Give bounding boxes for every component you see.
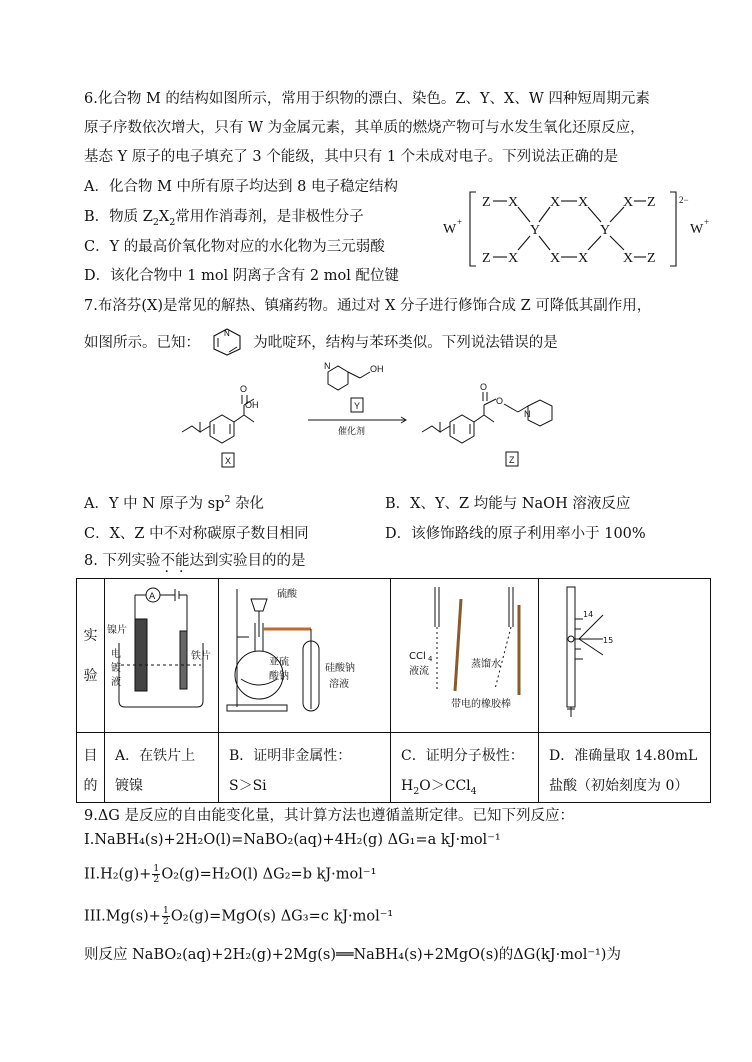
- purpose-d: D．准确量取 14.80mL 盐酸（初始刻度为 0）: [539, 733, 711, 803]
- experiment-a-image: [105, 579, 219, 733]
- svg-text:Z: Z: [482, 195, 491, 210]
- experiment-b-image: [219, 579, 391, 733]
- svg-text:液流: 液流: [409, 666, 429, 677]
- svg-text:Z: Z: [647, 195, 656, 210]
- q6-stem-line2: 原子序数依次增大，只有 W 为金属元素，其单质的燃烧产物可与水发生氧化还原反应，: [84, 120, 645, 136]
- svg-text:X: X: [550, 251, 561, 266]
- svg-text:X: X: [623, 195, 634, 210]
- q8-experiment-table: [76, 578, 711, 803]
- svg-text:4: 4: [428, 655, 433, 663]
- svg-text:X: X: [578, 195, 589, 210]
- purpose-a: A．在铁片上 镀镍: [105, 733, 219, 803]
- q6-option-d: D．该化合物中 1 mol 阴离子含有 2 mol 配位键: [84, 268, 399, 284]
- q7-option-c: C．X、Z 中不对称碳原子数目相同: [84, 526, 309, 542]
- q6-stem-line3: 基态 Y 原子的电子填充了 3 个能级，其中只有 1 个未成对电子。下列说法正确的是: [84, 149, 619, 165]
- q9-final-reaction: 则反应 NaBO₂(aq)+2H₂(g)+2Mg(s)══NaBH₄(s)+2MgO(s)的ΔG(kJ·mol⁻¹)为: [84, 947, 621, 963]
- svg-text:硅酸钠: 硅酸钠: [325, 663, 355, 674]
- svg-text:溶液: 溶液: [329, 679, 349, 690]
- svg-text:电: 电: [111, 649, 121, 660]
- svg-text:镍片: 镍片: [107, 625, 127, 636]
- q9-reaction-3: III.Mg(s)+ $\frac{1}{2}$ O₂(g)=MgO(s) ΔG₃=c kJ·mol⁻¹: [84, 905, 394, 927]
- svg-text:N: N: [324, 361, 331, 371]
- q7-option-b: B．X、Y、Z 均能与 NaOH 溶液反应: [385, 496, 631, 512]
- svg-text:15: 15: [603, 636, 614, 645]
- svg-text:Z: Z: [647, 251, 656, 266]
- svg-text:亚硫: 亚硫: [269, 657, 289, 668]
- svg-text:铁片: 铁片: [191, 651, 211, 662]
- q9-stem: 9.ΔG 是反应的自由能变化量，其计算方法也遵循盖斯定律。已知下列反应：: [84, 808, 574, 824]
- svg-text:N: N: [524, 409, 531, 419]
- svg-text:+: +: [704, 217, 710, 227]
- svg-text:OH: OH: [245, 400, 259, 410]
- purpose-c: C．证明分子极性： $H_2O>CCl_4$: [391, 733, 539, 803]
- svg-text:Z: Z: [509, 455, 515, 465]
- q6-option-a: A．化合物 M 中所有原子均达到 8 电子稳定结构: [84, 179, 398, 195]
- svg-text:OH: OH: [370, 364, 384, 374]
- svg-text:硫酸: 硫酸: [277, 589, 297, 600]
- anion-charge: 2−: [679, 195, 689, 205]
- svg-text:CCl: CCl: [409, 651, 426, 662]
- cation-left: W: [443, 222, 457, 237]
- svg-text:O: O: [496, 396, 504, 406]
- svg-text:O: O: [240, 384, 248, 394]
- svg-text:X: X: [578, 251, 589, 266]
- q7-stem-line1: 7.布洛芬(X)是常见的解热、镇痛药物。通过对 X 分子进行修饰合成 Z 可降低其副作用，: [84, 298, 652, 314]
- svg-text:Z: Z: [482, 251, 491, 266]
- svg-text:Y: Y: [600, 223, 611, 238]
- q6-stem-line1: 6.化合物 M 的结构如图所示，常用于织物的漂白、染色。Z、Y、X、W 四种短周期元素: [84, 91, 650, 107]
- svg-text:Y: Y: [354, 401, 361, 411]
- svg-text:镀: 镀: [111, 663, 121, 674]
- q9-reaction-2: II.H₂(g)+ $\frac{1}{2}$ O₂(g)=H₂O(l) ΔG₂=b kJ·mol⁻¹: [84, 863, 377, 885]
- experiment-c-image: [391, 579, 539, 733]
- svg-text:X: X: [225, 456, 232, 466]
- svg-text:X: X: [550, 195, 561, 210]
- svg-text:蒸馏水: 蒸馏水: [471, 659, 501, 670]
- svg-text:X: X: [508, 251, 519, 266]
- q7-reaction-scheme: [170, 360, 590, 475]
- svg-text:+: +: [457, 217, 463, 227]
- q6-option-b: B．物质 $Z_2X_2$常用作消毒剂，是非极性分子: [84, 209, 364, 228]
- row-label-purpose: 目 的: [77, 733, 105, 803]
- row-label-experiment: 实 验: [77, 579, 105, 733]
- svg-text:N: N: [223, 329, 230, 338]
- q6-structure-diagram: [440, 186, 720, 270]
- q7-option-a: A．Y 中 N 原子为 $sp^2$ 杂化: [84, 494, 265, 512]
- experiment-d-image: [539, 579, 711, 733]
- q7-option-d: D．该修饰路线的原子利用率小于 100%: [385, 526, 646, 542]
- q9-reaction-1: I.NaBH₄(s)+2H₂O(l)=NaBO₂(aq)+4H₂(g) ΔG₁=a kJ·mol⁻¹: [84, 832, 501, 848]
- svg-text:带电的橡胶棒: 带电的橡胶棒: [451, 699, 511, 710]
- purpose-b: B．证明非金属性： S＞Si: [219, 733, 391, 803]
- svg-text:酸钠: 酸钠: [269, 671, 289, 682]
- svg-text:A: A: [149, 592, 156, 602]
- svg-text:催化剂: 催化剂: [338, 427, 366, 437]
- q8-stem: 8. 下列实验不能达到实验目的的是: [84, 553, 306, 569]
- q6-option-c: C．Y 的最高价氧化物对应的水化物为三元弱酸: [84, 239, 385, 255]
- svg-text:14: 14: [583, 610, 594, 619]
- svg-text:液: 液: [111, 677, 121, 688]
- svg-text:O: O: [480, 382, 488, 392]
- cation-right: W: [690, 222, 704, 237]
- q7-stem-line2: 如图所示。已知： N 为吡啶环，结构与苯环类似。下列说法错误的是: [84, 326, 558, 356]
- svg-text:Y: Y: [530, 223, 541, 238]
- pyridine-ring-icon: [209, 326, 245, 356]
- svg-text:X: X: [508, 195, 519, 210]
- svg-text:X: X: [623, 251, 634, 266]
